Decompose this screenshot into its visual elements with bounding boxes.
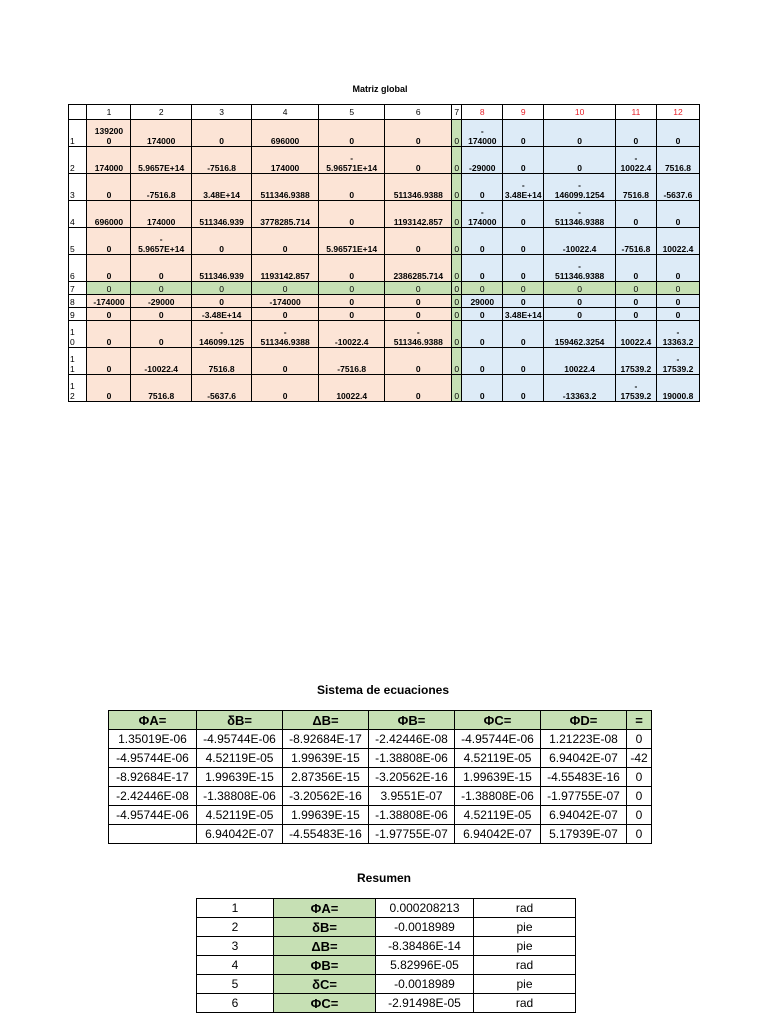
row-label: 9 [69,308,87,321]
matrix-corner [69,105,87,120]
matrix-cell: 0 [131,282,191,295]
matrix-cell: - 13363.2 [656,321,699,348]
matrix-cell: -174000 [87,295,131,308]
matrix-cell: 0 [318,174,385,201]
summary-unit: rad [474,899,576,918]
col-header: 12 [656,105,699,120]
matrix-cell: 0 [503,120,544,147]
summary-index: 1 [197,899,274,918]
system-cell: -4.95744E-06 [455,730,541,749]
matrix-cell: 0 [385,228,452,255]
matrix-cell: 10022.4 [318,375,385,402]
summary-row [197,937,576,956]
matrix-cell: 3.48E+14 [503,308,544,321]
summary-variable: δB= [274,918,376,937]
summary-title: Resumen [356,871,412,885]
matrix-cell: 0 [656,120,699,147]
system-cell: -2.42446E-08 [369,730,455,749]
matrix-cell: 0 [318,255,385,282]
system-row [109,768,652,787]
matrix-row [69,201,700,228]
matrix-cell: - 511346.9388 [544,201,616,228]
matrix-cell: -10022.4 [544,228,616,255]
system-row [109,787,652,806]
system-cell: -8.92684E-17 [109,768,197,787]
matrix-cell: 139200 0 [87,120,131,147]
summary-value: 0.000208213 [376,899,474,918]
matrix-cell: 5.9657E+14 [131,147,191,174]
matrix-cell: 0 [87,228,131,255]
matrix-cell: 7516.8 [615,174,656,201]
matrix-cell: 0 [452,174,462,201]
row-label: 1 2 [69,375,87,402]
matrix-row [69,228,700,255]
matrix-cell: 0 [131,321,191,348]
matrix-cell: - 5.9657E+14 [131,228,191,255]
matrix-cell: - 174000 [462,120,503,147]
system-cell: 1.99639E-15 [283,806,369,825]
system-row [109,749,652,768]
matrix-cell: 0 [615,308,656,321]
matrix-cell: 0 [452,295,462,308]
row-label: 2 [69,147,87,174]
matrix-cell: 511346.9388 [252,174,319,201]
phi-b-header: ΦB= [369,711,455,730]
matrix-cell: 0 [191,228,251,255]
system-cell: 4.52119E-05 [455,806,541,825]
matrix-cell: 0 [191,282,251,295]
matrix-cell: 0 [615,255,656,282]
matrix-cell: - 17539.2 [615,375,656,402]
matrix-cell: 0 [452,308,462,321]
matrix-cell: 19000.8 [656,375,699,402]
system-cell: 4.52119E-05 [197,749,283,768]
phi-a-header: ΦA= [109,711,197,730]
summary-unit: pie [474,975,576,994]
matrix-cell: -5637.6 [191,375,251,402]
col-header: 8 [462,105,503,120]
matrix-cell: 0 [462,321,503,348]
matrix-cell: 5.96571E+14 [318,228,385,255]
matrix-cell: 0 [452,375,462,402]
matrix-cell: 0 [452,201,462,228]
matrix-cell: 0 [452,321,462,348]
system-cell: 0 [627,787,652,806]
matrix-header-row [69,105,700,120]
system-cell: -2.42446E-08 [109,787,197,806]
matrix-cell: 0 [191,120,251,147]
matrix-cell: -7516.8 [191,147,251,174]
matrix-cell: - 3.48E+14 [503,174,544,201]
matrix-cell: 0 [615,295,656,308]
summary-value: -2.91498E-05 [376,994,474,1013]
system-cell: 0 [627,825,652,844]
matrix-cell: 174000 [252,147,319,174]
matrix-cell: 0 [503,295,544,308]
matrix-cell: 0 [385,282,452,295]
matrix-cell: 0 [385,375,452,402]
matrix-cell: 511346.939 [191,201,251,228]
matrix-row [69,295,700,308]
matrix-cell: 174000 [131,201,191,228]
system-row [109,730,652,749]
matrix-cell: 3.48E+14 [191,174,251,201]
matrix-cell: 0 [252,375,319,402]
matrix-cell: 0 [656,295,699,308]
system-cell: -42 [627,749,652,768]
summary-unit: rad [474,956,576,975]
system-cell: 0 [627,730,652,749]
system-cell: 1.99639E-15 [283,749,369,768]
matrix-row [69,174,700,201]
matrix-cell: 0 [452,255,462,282]
system-cell: 2.87356E-15 [283,768,369,787]
system-cell: -1.38808E-06 [197,787,283,806]
matrix-cell: 0 [452,120,462,147]
matrix-cell: -29000 [462,147,503,174]
summary-unit: pie [474,918,576,937]
matrix-cell: - 174000 [462,201,503,228]
matrix-cell: 511346.939 [191,255,251,282]
matrix-cell: -3.48E+14 [191,308,251,321]
matrix-cell: 0 [87,375,131,402]
matrix-cell: 0 [615,120,656,147]
col-header: 4 [252,105,319,120]
col-header: 3 [191,105,251,120]
col-header: 5 [318,105,385,120]
matrix-cell: -13363.2 [544,375,616,402]
matrix-cell: 0 [452,282,462,295]
matrix-cell: 0 [656,282,699,295]
matrix-cell: 0 [503,255,544,282]
col-header: 6 [385,105,452,120]
matrix-cell: -174000 [252,295,319,308]
summary-row [197,918,576,937]
matrix-cell: 0 [191,295,251,308]
capital-delta-b-header: ΔB= [283,711,369,730]
matrix-cell: 0 [385,147,452,174]
matrix-body [69,120,700,402]
system-cell: -1.97755E-07 [541,787,627,806]
summary-variable: ΦA= [274,899,376,918]
matrix-cell: 0 [318,120,385,147]
system-cell: -3.20562E-16 [283,787,369,806]
phi-d-header: ΦD= [541,711,627,730]
matrix-cell: 0 [318,295,385,308]
row-label: 1 0 [69,321,87,348]
col-header: 9 [503,105,544,120]
matrix-cell: 0 [385,295,452,308]
system-body [109,730,652,844]
system-cell: 1.99639E-15 [455,768,541,787]
matrix-cell: - 17539.2 [656,348,699,375]
system-cell: 6.94042E-07 [455,825,541,844]
system-cell: -4.95744E-06 [109,806,197,825]
summary-table [196,898,576,1013]
row-label: 5 [69,228,87,255]
matrix-cell: 174000 [131,120,191,147]
matrix-cell: 0 [318,308,385,321]
matrix-row [69,321,700,348]
matrix-cell: 174000 [87,147,131,174]
matrix-row [69,282,700,295]
col-header: 10 [544,105,616,120]
summary-index: 3 [197,937,274,956]
matrix-cell: 0 [462,255,503,282]
col-header: 7 [452,105,462,120]
system-cell: 6.94042E-07 [197,825,283,844]
matrix-cell: 0 [656,201,699,228]
delta-b-header: δB= [197,711,283,730]
system-cell: 0 [627,768,652,787]
matrix-cell: -7516.8 [131,174,191,201]
matrix-cell: 0 [615,201,656,228]
matrix-cell: -7516.8 [318,348,385,375]
matrix-cell: 0 [462,174,503,201]
matrix-cell: 7516.8 [656,147,699,174]
matrix-row [69,348,700,375]
matrix-cell: 696000 [252,120,319,147]
system-cell: 6.94042E-07 [541,749,627,768]
matrix-cell: 0 [462,282,503,295]
equation-system-table [108,710,652,844]
summary-row [197,899,576,918]
matrix-cell: 1193142.857 [252,255,319,282]
summary-index: 6 [197,994,274,1013]
system-title: Sistema de ecuaciones [316,683,450,697]
matrix-cell: 511346.9388 [385,174,452,201]
summary-variable: ΔB= [274,937,376,956]
matrix-cell: 0 [544,308,616,321]
summary-unit: rad [474,994,576,1013]
system-row [109,825,652,844]
matrix-cell: 0 [503,375,544,402]
matrix-cell: 0 [615,282,656,295]
system-cell: 5.17939E-07 [541,825,627,844]
matrix-cell: 0 [318,282,385,295]
row-label: 6 [69,255,87,282]
matrix-cell: 0 [503,348,544,375]
matrix-cell: 0 [503,321,544,348]
matrix-cell: 0 [252,228,319,255]
matrix-cell: 7516.8 [191,348,251,375]
global-matrix-table [68,104,700,402]
matrix-row [69,255,700,282]
matrix-cell: 0 [503,228,544,255]
summary-index: 4 [197,956,274,975]
matrix-cell: 0 [131,255,191,282]
matrix-cell: - 146099.1254 [544,174,616,201]
equals-header: = [627,711,652,730]
summary-index: 5 [197,975,274,994]
summary-variable: δC= [274,975,376,994]
matrix-row [69,375,700,402]
matrix-cell: 0 [385,308,452,321]
matrix-cell: 10022.4 [544,348,616,375]
system-header-row [109,711,652,730]
system-cell: -4.95744E-06 [109,749,197,768]
matrix-cell: 0 [462,348,503,375]
matrix-cell: 0 [252,282,319,295]
matrix-cell: - 10022.4 [615,147,656,174]
matrix-cell: -29000 [131,295,191,308]
matrix-cell: 0 [462,375,503,402]
matrix-title: Matriz global [352,84,408,94]
matrix-cell: 1193142.857 [385,201,452,228]
summary-value: -8.38486E-14 [376,937,474,956]
matrix-row [69,120,700,147]
system-cell: 0 [627,806,652,825]
system-row [109,806,652,825]
system-cell: 1.21223E-08 [541,730,627,749]
matrix-cell: - 511346.9388 [544,255,616,282]
row-label: 7 [69,282,87,295]
matrix-cell: 0 [87,282,131,295]
matrix-cell: - 146099.125 [191,321,251,348]
summary-variable: ΦB= [274,956,376,975]
summary-value: -0.0018989 [376,918,474,937]
matrix-cell: 0 [318,201,385,228]
matrix-cell: 0 [87,321,131,348]
system-cell: -1.38808E-06 [369,806,455,825]
matrix-cell: 0 [452,228,462,255]
system-cell: 1.99639E-15 [197,768,283,787]
matrix-cell: 0 [87,174,131,201]
col-header: 1 [87,105,131,120]
matrix-cell: 0 [544,147,616,174]
row-label: 8 [69,295,87,308]
matrix-cell: - 511346.9388 [385,321,452,348]
system-cell [109,825,197,844]
matrix-cell: - 511346.9388 [252,321,319,348]
summary-value: 5.82996E-05 [376,956,474,975]
row-label: 4 [69,201,87,228]
matrix-cell: 0 [462,228,503,255]
matrix-cell: 159462.3254 [544,321,616,348]
system-cell: -4.55483E-16 [283,825,369,844]
matrix-cell: 3778285.714 [252,201,319,228]
matrix-cell: 0 [452,348,462,375]
matrix-cell: 0 [503,201,544,228]
matrix-cell: 0 [385,120,452,147]
matrix-cell: 0 [131,308,191,321]
matrix-cell: 0 [87,255,131,282]
row-label: 1 [69,120,87,147]
matrix-cell: 0 [452,147,462,174]
system-cell: 1.35019E-06 [109,730,197,749]
matrix-cell: - 5.96571E+14 [318,147,385,174]
matrix-cell: 29000 [462,295,503,308]
system-cell: -1.97755E-07 [369,825,455,844]
col-header: 11 [615,105,656,120]
summary-body [197,899,576,1013]
system-cell: -1.38808E-06 [455,787,541,806]
col-header: 2 [131,105,191,120]
matrix-cell: 0 [656,255,699,282]
matrix-cell: -7516.8 [615,228,656,255]
system-cell: -1.38808E-06 [369,749,455,768]
system-cell: 4.52119E-05 [197,806,283,825]
summary-value: -0.0018989 [376,975,474,994]
matrix-cell: -10022.4 [131,348,191,375]
phi-c-header: ΦC= [455,711,541,730]
matrix-cell: 0 [544,120,616,147]
system-cell: -4.95744E-06 [197,730,283,749]
matrix-cell: 0 [87,308,131,321]
system-cell: 4.52119E-05 [455,749,541,768]
matrix-cell: 10022.4 [656,228,699,255]
matrix-cell: 0 [544,282,616,295]
system-cell: 3.9551E-07 [369,787,455,806]
system-cell: -4.55483E-16 [541,768,627,787]
matrix-cell: 0 [87,348,131,375]
matrix-cell: 0 [656,308,699,321]
matrix-row [69,308,700,321]
matrix-cell: 0 [252,308,319,321]
system-cell: -8.92684E-17 [283,730,369,749]
matrix-cell: 7516.8 [131,375,191,402]
matrix-cell: 0 [503,282,544,295]
matrix-cell: 696000 [87,201,131,228]
matrix-cell: -5637.6 [656,174,699,201]
summary-row [197,994,576,1013]
system-cell: -3.20562E-16 [369,768,455,787]
matrix-cell: -10022.4 [318,321,385,348]
row-label: 3 [69,174,87,201]
matrix-cell: 2386285.714 [385,255,452,282]
summary-row [197,975,576,994]
matrix-row [69,147,700,174]
matrix-cell: 0 [544,295,616,308]
summary-row [197,956,576,975]
summary-variable: ΦC= [274,994,376,1013]
matrix-cell: 0 [385,348,452,375]
summary-unit: pie [474,937,576,956]
matrix-cell: 0 [462,308,503,321]
matrix-cell: 17539.2 [615,348,656,375]
matrix-cell: 0 [503,147,544,174]
matrix-cell: 0 [252,348,319,375]
row-label: 1 1 [69,348,87,375]
matrix-cell: 10022.4 [615,321,656,348]
system-cell: 6.94042E-07 [541,806,627,825]
summary-index: 2 [197,918,274,937]
